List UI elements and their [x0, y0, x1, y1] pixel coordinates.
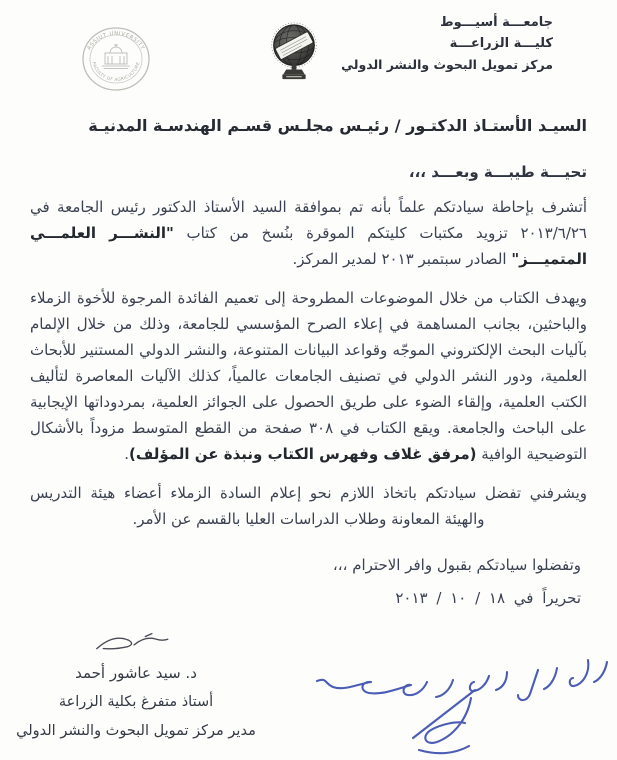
globe-stand-icon [282, 65, 305, 80]
paragraph-2 [30, 285, 587, 467]
seal-building-icon [102, 44, 130, 69]
letterhead-text-block [341, 12, 553, 75]
signature-scribble-icon [88, 629, 184, 657]
university-name: جامعـــة أسيـــوط [440, 15, 553, 30]
university-seal-icon [80, 26, 152, 94]
paragraph-1-end: الصادر سبتمبر ٢٠١٣ لمدير المركز. [292, 250, 512, 268]
paragraph-1 [30, 194, 587, 272]
center-name: مركز تمويل البحوث والنشر الدولي [341, 57, 553, 72]
seal-top-text: ASSIUT UNIVERSITY [86, 30, 146, 52]
handwritten-note-icon [285, 632, 615, 760]
paragraph-3: ويشرفني تفضل سيادتكم باتخاذ اللازم نحو إعلام السادة الزملاء أعضاء هيئة التدريس والهيئة المعاونة وطلاب الدراسات العليا بالقسم عن الأمر. [30, 484, 587, 528]
letterhead [0, 0, 617, 100]
book-title-bold: "النشـــر العلمـــي المتميـــز" [30, 224, 587, 268]
date-line: تحريراً في ١٨ / ١٠ / ٢٠١٣ [395, 589, 581, 607]
salutation-line: تحيـــة طيبـــة وبعـــد ،،، [408, 163, 587, 181]
paragraph-2-end: . [124, 445, 129, 463]
signatory-title-2: مدير مركز تمويل البحوث والنشر الدولي [16, 723, 256, 739]
center-globe-logo-icon [262, 20, 326, 84]
signatory-title-1: أستاذ متفرغ بكلية الزراعة [58, 694, 214, 710]
paragraph-1-text: أتشرف بإحاطة سيادتكم علماً بأنه تم بموافقة السيد الأستاذ الدكتور رئيس الجامعة في ٢٠١٣/٦/٢٦ تزويد مكتبات كليتكم الموقرة بنُسخ من كتاب [30, 198, 587, 242]
signature-block [6, 629, 266, 746]
svg-text:FACULTY OF AGRICULTURE [90, 61, 141, 83]
attachments-note-bold: (مرفق غلاف وفهرس الكتاب ونبذة عن المؤلف) [128, 445, 477, 463]
faculty-name: كليـــة الزراعـــة [449, 36, 553, 51]
closing-line: وتفضلوا سيادتكم بقبول وافر الاحترام ،،، [332, 556, 581, 574]
signatory-name: د. سيد عاشور أحمد [75, 664, 197, 682]
paragraph-2-text: ويهدف الكتاب من خلال الموضوعات المطروحة إلى تعميم الفائدة المرجوة للأخوة الزملاء والباحثين، بجانب المساهمة في إعلاء الصرح المؤسسي للجامعة، وذلك من خلال الإلمام بآليات البحث الإلكتروني الموجّه وقواعد البيانات المتنوعة، والنشر الدولي المستنير للأبحاث العلمية، ودور النشر الدولي في تصنيف الجامعات عالمياً، كذلك الآليات المعاصرة لتأليف الكتب العلمية، وإلقاء الضوء على طريق الحصول على الجوائز العلمية، بمردوداتها الإيجابية على الباحث والجامعة. ويقع الكتاب في ٣٠٨ صفحة من القطع المتوسط مزوداً بالأشكال التوضيحية الوافية [30, 289, 587, 463]
letter-content [0, 116, 617, 607]
recipient-line: السيـد الأستـاذ الدكتـور / رئيـس مجلـس قسـم الهندسـة المدنيـة [88, 116, 587, 135]
seal-bottom-text: FACULTY OF AGRICULTURE [90, 61, 142, 84]
